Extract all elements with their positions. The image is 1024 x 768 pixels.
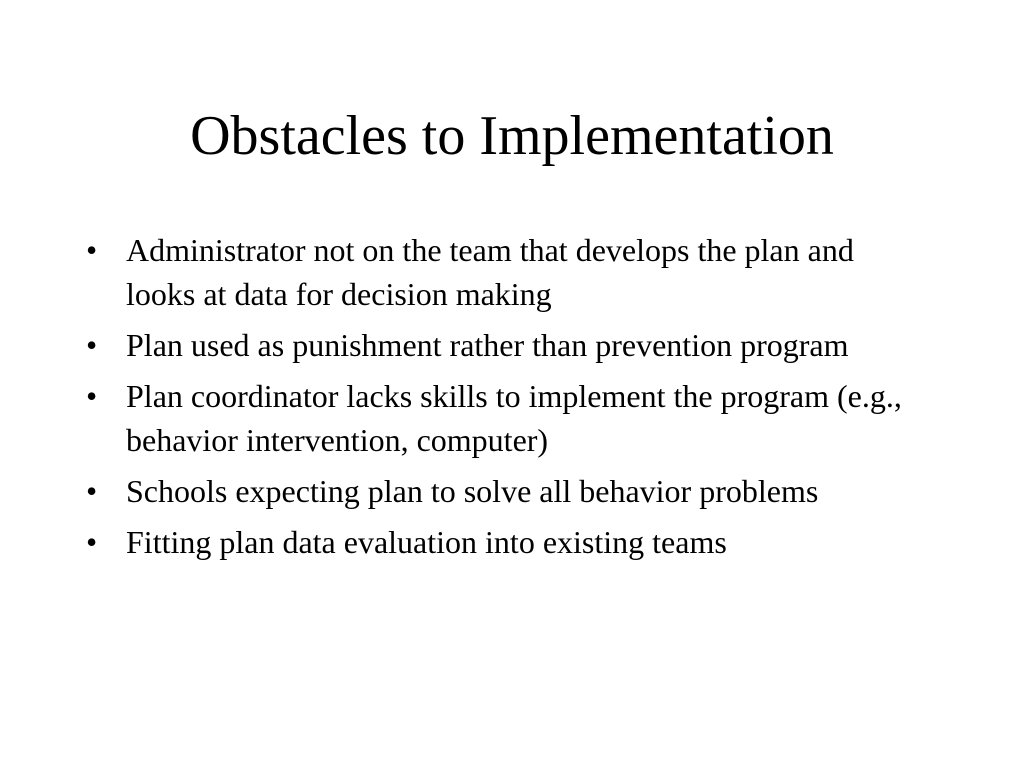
bullet-text: Plan used as punishment rather than prevention program (126, 327, 849, 363)
bullet-text: Plan coordinator lacks skills to implement the program (e.g., behavior intervention, computer) (126, 378, 902, 458)
bullet-icon: • (86, 524, 98, 560)
bullet-text: Schools expecting plan to solve all behavior problems (126, 473, 819, 509)
bullet-icon: • (86, 378, 98, 414)
bullet-item (86, 228, 916, 316)
bullet-icon: • (86, 232, 98, 268)
bullet-item (86, 323, 916, 367)
bullet-item (86, 520, 916, 564)
bullet-item (86, 469, 916, 513)
slide-title: Obstacles to Implementation (190, 105, 834, 167)
bullet-icon: • (86, 473, 98, 509)
bullet-text: Fitting plan data evaluation into existing teams (126, 524, 727, 560)
bullet-icon: • (86, 327, 98, 363)
bullet-text: Administrator not on the team that develops the plan and looks at data for decision making (126, 232, 854, 312)
bullet-list (86, 228, 916, 571)
bullet-item (86, 374, 916, 462)
